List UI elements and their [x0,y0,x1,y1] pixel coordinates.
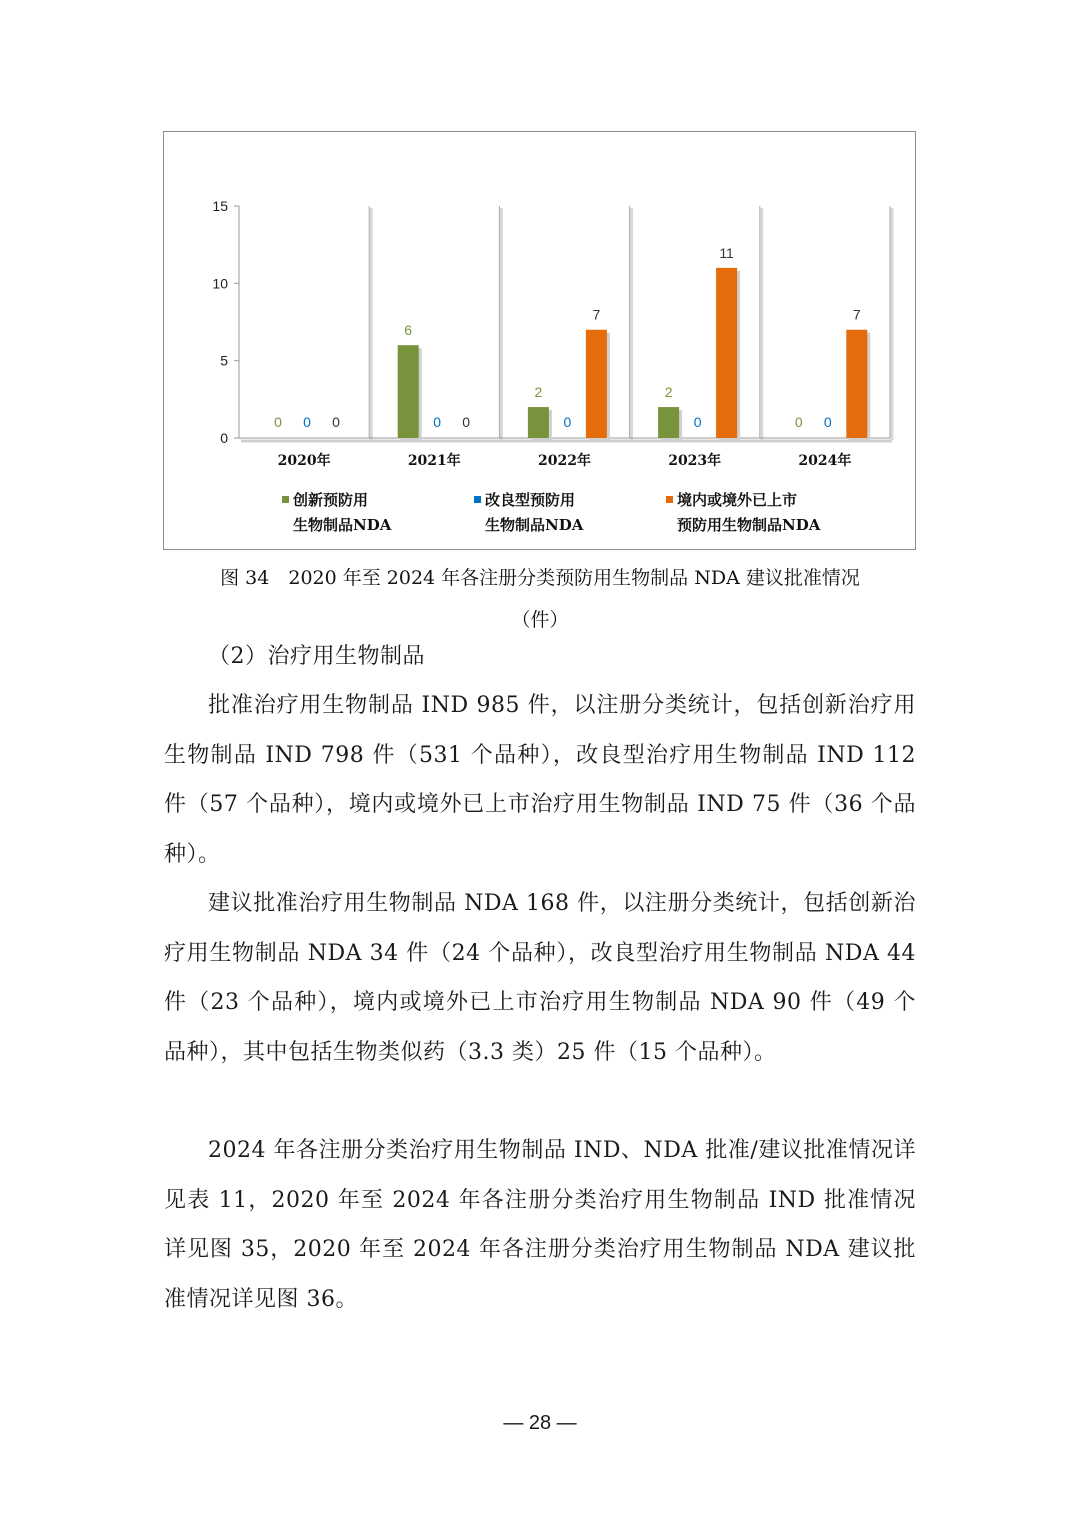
data-label: 0 [693,414,702,430]
legend-swatch-green [282,496,289,503]
data-label: 6 [404,322,413,339]
data-label: 0 [462,414,471,430]
bar-chart [164,132,915,549]
paragraph-nda: 建议批准治疗用生物制品 NDA 168 件，以注册分类统计，包括创新治疗用生物制品 NDA 34 件（24 个品种），改良型治疗用生物制品 NDA 44 件（23 个品种），境内或境外已上市治疗用生物制品 NDA 90 件（49 个品种），其中包括生物类似药（3.3 类）25 件（15 个品种）。 [164,891,916,1065]
data-label: 0 [563,414,572,430]
bar [716,268,737,438]
x-category-label: 2022年 [538,453,591,469]
legend-item-improved: 改良型预防用 生物制品NDA [474,488,583,538]
data-label: 7 [852,306,861,323]
page-number: — 28 — [503,1412,577,1434]
section-heading: （2）治疗用生物制品 [208,644,425,669]
data-label: 0 [794,414,803,430]
x-category-label: 2020年 [277,453,331,469]
bar [658,407,679,438]
data-label: 11 [719,244,734,261]
bar [846,330,867,438]
x-category-label: 2021年 [407,453,461,469]
x-category-label: 2024年 [798,453,852,469]
y-tick-label: 15 [212,198,228,214]
data-label: 2 [664,384,673,401]
legend-item-innovative: 创新预防用 生物制品NDA [282,488,391,538]
data-label: 0 [274,414,282,430]
data-label: 2 [534,384,543,401]
chart-frame [163,131,916,550]
bar [398,345,419,438]
legend-item-marketed: 境内或境外已上市 预防用生物制品NDA [666,488,820,538]
legend-swatch-blue [474,496,481,503]
y-tick-label: 0 [220,430,228,446]
x-category-label: 2023年 [668,453,722,469]
y-tick-label: 10 [212,275,228,292]
data-label: 0 [823,414,832,430]
paragraph-references: 2024 年各注册分类治疗用生物制品 IND、NDA 批准/建议批准情况详见表 11，2020 年至 2024 年各注册分类治疗用生物制品 IND 批准情况详见图 35，2020 年至 2024 年各注册分类治疗用生物制品 NDA 建议批准情况详见图 36。 [164,1138,916,1312]
data-label: 0 [433,414,442,430]
data-label: 0 [332,414,340,430]
y-tick-label: 5 [220,352,228,369]
data-label: 7 [592,306,601,323]
figure-caption: 图 34 2020 年至 2024 年各注册分类预防用生物制品 NDA 建议批准情况 [220,567,860,589]
bar [528,407,549,438]
legend-swatch-orange [666,496,673,503]
paragraph-ind: 批准治疗用生物制品 IND 985 件，以注册分类统计，包括创新治疗用生物制品 IND 798 件（531 个品种），改良型治疗用生物制品 IND 112 件（57 个品种），境内或境外已上市治疗用生物制品 IND 75 件（36 个品种）。 [164,693,916,867]
bar [586,330,607,438]
data-label: 0 [303,414,311,430]
figure-caption-unit: （件） [511,609,569,631]
